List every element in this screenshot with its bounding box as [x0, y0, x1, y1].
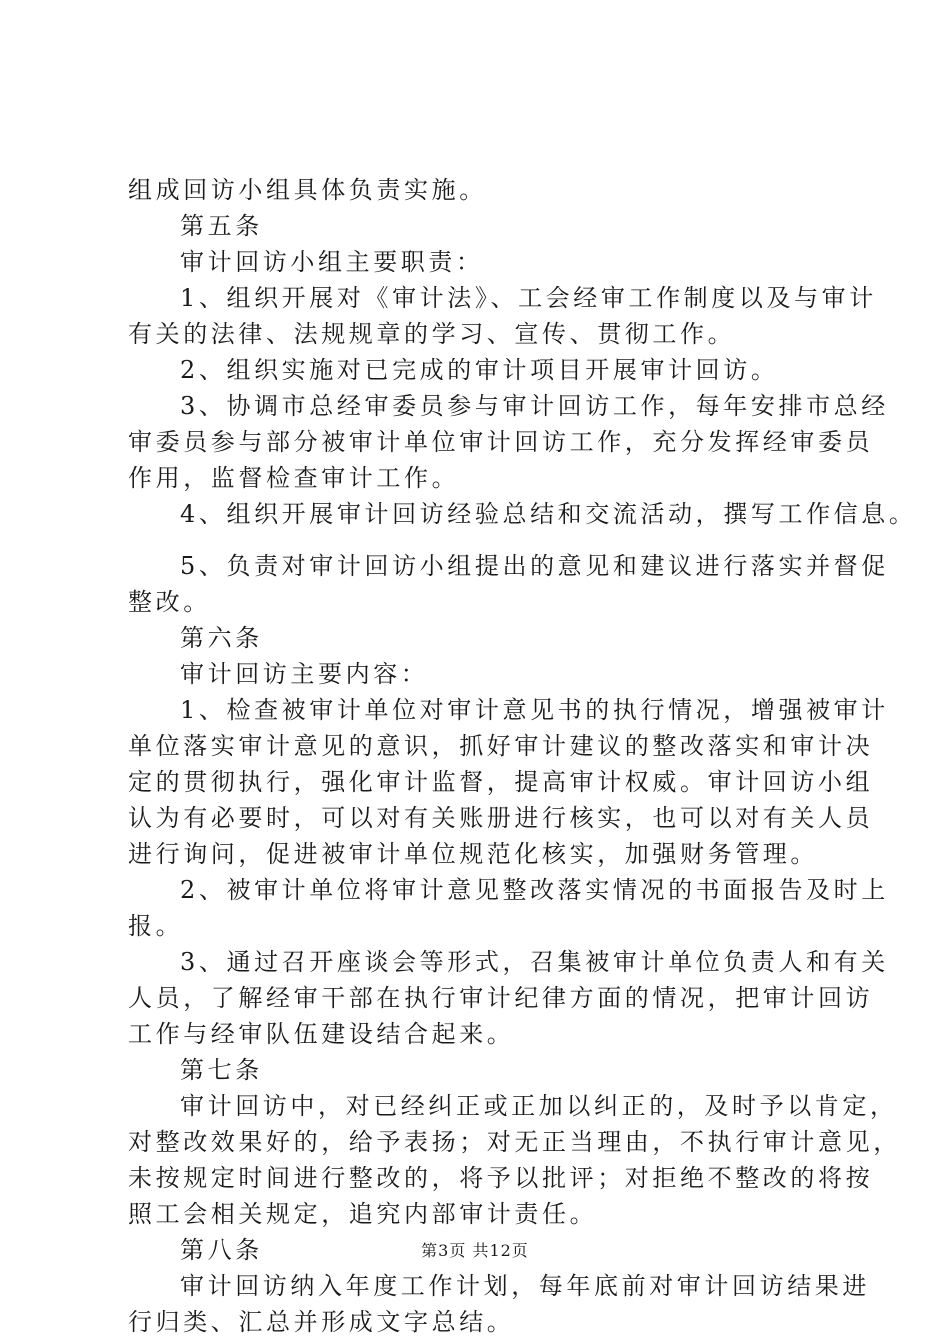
text-line: 整改。 — [128, 588, 211, 616]
article-heading: 第六条 — [180, 624, 263, 652]
text-line: 对整改效果好的，给予表扬；对无正当理由，不执行审计意见， — [128, 1128, 901, 1156]
text-line: 1、检查被审计单位对审计意见书的执行情况，增强被审计 — [180, 696, 889, 724]
text-line: 1、组织开展对《审计法》、工会经审工作制度以及与审计 — [180, 284, 877, 312]
text-line: 行归类、汇总并形成文字总结。 — [128, 1308, 515, 1336]
page-number-footer: 第3页 共12页 — [421, 1241, 529, 1260]
article-heading: 第五条 — [180, 212, 263, 240]
text-line: 报。 — [128, 912, 184, 940]
text-line: 照工会相关规定，追究内部审计责任。 — [128, 1200, 598, 1228]
text-line: 进行询问，促进被审计单位规范化核实，加强财务管理。 — [128, 840, 818, 868]
text-line: 审计回访小组主要职责： — [180, 248, 484, 276]
text-line: 审计回访纳入年度工作计划，每年底前对审计回访结果进 — [180, 1272, 870, 1300]
text-line: 作用，监督检查审计工作。 — [128, 464, 460, 492]
text-line: 审委员参与部分被审计单位审计回访工作，充分发挥经审委员 — [128, 428, 874, 456]
text-line: 5、负责对审计回访小组提出的意见和建议进行落实并督促 — [180, 552, 889, 580]
text-line: 认为有必要时，可以对有关账册进行核实，也可以对有关人员 — [128, 804, 874, 832]
text-line: 有关的法律、法规规章的学习、宣传、贯彻工作。 — [128, 320, 736, 348]
text-line: 定的贯彻执行，强化审计监督，提高审计权威。审计回访小组 — [128, 768, 874, 796]
paragraph-gap — [128, 532, 838, 548]
text-line: 审计回访中，对已经纠正或正加以纠正的，及时予以肯定， — [180, 1092, 898, 1120]
article-heading: 第七条 — [180, 1056, 263, 1084]
text-line: 2、组织实施对已完成的审计项目开展审计回访。 — [180, 356, 779, 384]
text-line: 未按规定时间进行整改的，将予以批评；对拒绝不整改的将按 — [128, 1164, 874, 1192]
text-line: 3、协调市总经审委员参与审计回访工作，每年安排市总经 — [180, 392, 889, 420]
text-line: 工作与经审队伍建设结合起来。 — [128, 1020, 515, 1048]
text-line: 审计回访主要内容： — [180, 660, 429, 688]
text-line: 3、通过召开座谈会等形式，召集被审计单位负责人和有关 — [180, 948, 889, 976]
text-line: 4、组织开展审计回访经验总结和交流活动，撰写工作信息。 — [180, 500, 917, 528]
text-line: 组成回访小组具体负责实施。 — [128, 176, 487, 204]
text-line: 2、被审计单位将审计意见整改落实情况的书面报告及时上 — [180, 876, 889, 904]
text-line: 人员，了解经审干部在执行审计纪律方面的情况，把审计回访 — [128, 984, 874, 1012]
document-body — [128, 172, 917, 1340]
article-heading: 第八条 — [180, 1236, 263, 1264]
text-line: 单位落实审计意见的意识，抓好审计建议的整改落实和审计决 — [128, 732, 874, 760]
